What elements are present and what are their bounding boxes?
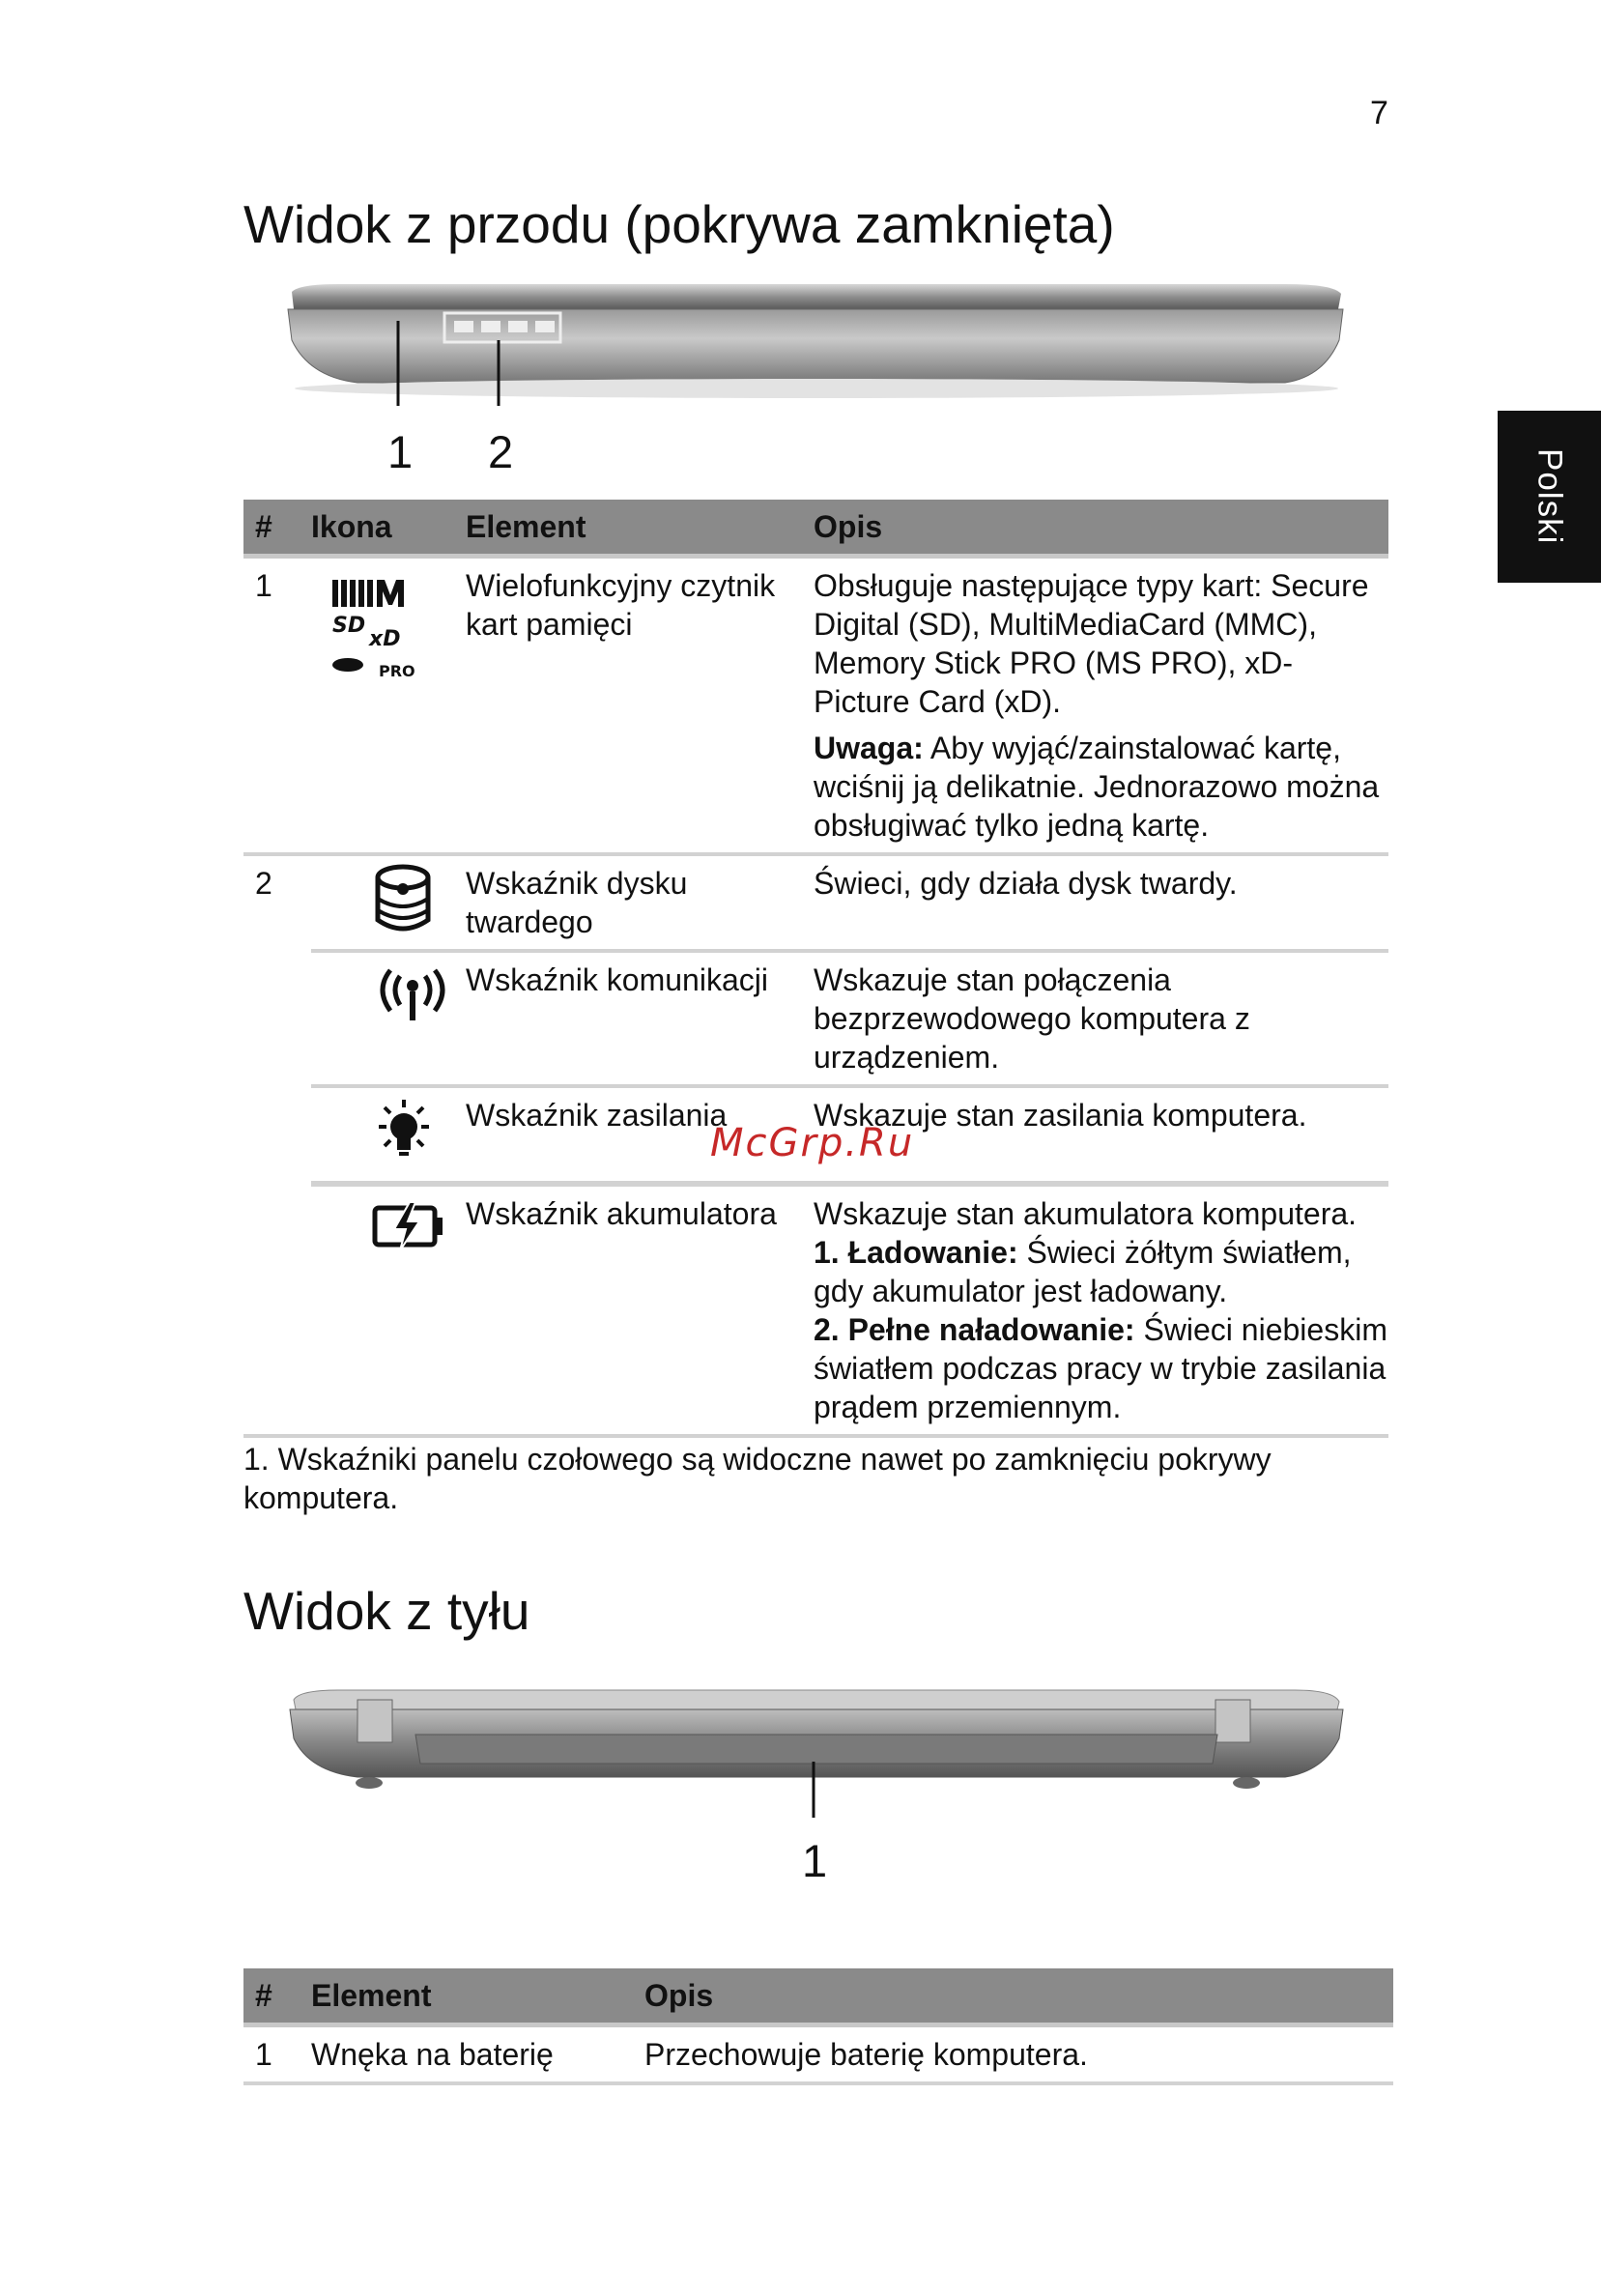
header-element: Element <box>311 1968 644 2025</box>
battery-bay <box>415 1735 1217 1764</box>
rear-components-table <box>243 1968 1393 2085</box>
language-tab-label: Polski <box>1530 448 1569 545</box>
section-title-rear: Widok z tyłu <box>243 1581 530 1641</box>
callout-number: 2 <box>488 426 514 477</box>
header-element: Element <box>466 500 814 557</box>
front-components-table <box>243 500 1388 1438</box>
row-element: Wielofunkcyjny czytnik kart pamięci <box>466 557 814 855</box>
table-row <box>243 854 1388 951</box>
hard-disk-icon <box>374 864 461 941</box>
rubber-foot-left <box>356 1777 383 1789</box>
svg-text:PRO: PRO <box>379 662 415 680</box>
led-3 <box>508 321 528 332</box>
row-num <box>243 1184 311 1436</box>
row-element: Wskaźnik komunikacji <box>466 951 814 1086</box>
memory-card-logos-icon <box>311 576 417 692</box>
row-desc: Wskazuje stan zasilania komputera. <box>814 1086 1388 1184</box>
header-num: # <box>243 1968 311 2025</box>
full-charge-text: Świeci niebieskim światłem podczas pracy w trybie zasilania prądem przemiennym. <box>814 1312 1387 1424</box>
header-num: # <box>243 500 311 557</box>
row-element: Wskaźnik akumulatora <box>466 1184 814 1436</box>
note-text: Aby wyjąć/zainstalować kartę, wciśnij ją delikatnie. Jednorazowo można obsługiwać tylko jedną kartę. <box>814 731 1380 843</box>
laptop-shadow <box>295 379 1338 398</box>
hinge-right <box>1215 1700 1250 1742</box>
hinge-left <box>357 1700 392 1742</box>
power-bulb-icon <box>371 1096 458 1173</box>
table-header-row <box>243 500 1388 557</box>
page-number: 7 <box>1370 95 1388 131</box>
note-label: Uwaga: <box>814 731 924 765</box>
full-charge-item <box>814 1310 1388 1426</box>
callout-number: 1 <box>387 426 414 477</box>
row-num <box>243 951 311 1086</box>
callout-number: 1 <box>802 1835 828 1886</box>
svg-text:SD: SD <box>332 614 366 638</box>
charging-label: 1. Ładowanie: <box>814 1235 1018 1270</box>
header-desc: Opis <box>814 500 1388 557</box>
row-desc: Przechowuje baterię komputera. <box>644 2025 1393 2084</box>
row-element: Wnęka na baterię <box>311 2025 644 2084</box>
row-desc: Wskazuje stan połączenia bezprzewodowego komputera z urządzeniem. <box>814 951 1388 1086</box>
led-1 <box>454 321 473 332</box>
table-row <box>243 951 1388 1086</box>
row-element: Wskaźnik dysku twardego <box>466 854 814 951</box>
row-note <box>814 729 1388 845</box>
row-desc: Wskazuje stan akumulatora komputera. <box>814 1196 1358 1231</box>
laptop-front-illustration <box>280 280 1353 445</box>
charging-text: Świeci żółtym światłem, gdy akumulator jest ładowany. <box>814 1235 1352 1308</box>
language-tab <box>1498 411 1601 583</box>
laptop-base <box>288 309 1343 383</box>
wireless-icon <box>371 961 468 1028</box>
table-row <box>243 2025 1393 2084</box>
led-4 <box>535 321 555 332</box>
header-desc: Opis <box>644 1968 1393 2025</box>
watermark: McGrp.Ru <box>710 1121 915 1165</box>
row-num: 1 <box>243 2025 311 2084</box>
svg-text:xD: xD <box>369 627 401 651</box>
row-num <box>243 1086 311 1184</box>
laptop-lid <box>292 284 1341 309</box>
rubber-foot-right <box>1233 1777 1260 1789</box>
laptop-lid-rear <box>294 1690 1339 1709</box>
section-title-front: Widok z przodu (pokrywa zamknięta) <box>243 194 1115 254</box>
row-desc: Świeci, gdy działa dysk twardy. <box>814 854 1388 951</box>
charging-item <box>814 1233 1388 1310</box>
row-num: 1 <box>243 557 311 855</box>
table-row <box>243 557 1388 855</box>
row-num: 2 <box>255 866 272 901</box>
full-charge-label: 2. Pełne naładowanie: <box>814 1312 1135 1347</box>
laptop-rear-illustration <box>280 1686 1353 1822</box>
header-icon: Ikona <box>311 500 466 557</box>
led-2 <box>481 321 500 332</box>
battery-icon <box>369 1194 466 1262</box>
footnote: 1. Wskaźniki panelu czołowego są widoczne nawet po zamknięciu pokrywy komputera. <box>243 1442 1272 1515</box>
row-desc: Obsługuje następujące typy kart: Secure Digital (SD), MultiMediaCard (MMC), Memory Stick PRO (MS PRO), xD-Picture Card (xD). <box>814 568 1369 719</box>
row-element: Wskaźnik zasilania <box>466 1086 814 1184</box>
table-row <box>243 1184 1388 1436</box>
table-header-row <box>243 1968 1393 2025</box>
